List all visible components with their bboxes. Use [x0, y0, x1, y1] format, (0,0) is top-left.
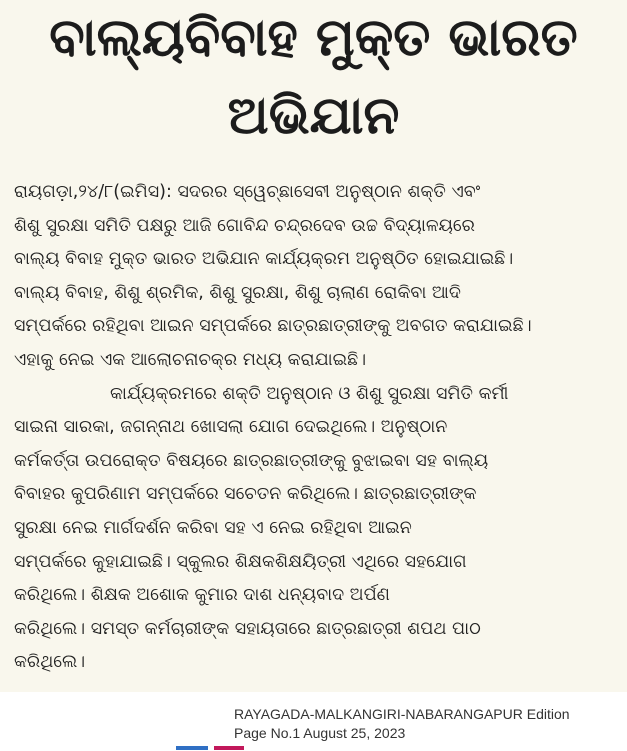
article-line: ଏହାକୁ ନେଇ ଏକ ଆଲୋଚନାଚକ୍ର ମଧ୍ୟ କରାଯାଇଛି।: [14, 349, 367, 370]
edition-footer: [234, 706, 627, 751]
article-line: ସମ୍ପର୍କରେ କୁହାଯାଇଛି। ସ୍କୁଲର ଶିକ୍ଷକଶିକ୍ଷୟିତ୍ରୀ ଏଥିରେ ସହଯୋଗ: [14, 551, 467, 572]
article-line: ସୁରକ୍ଷା ନେଇ ମାର୍ଗଦର୍ଶନ କରିବା ସହ ଏ ନେଇ ରହିଥିବା ଆଇନ: [14, 517, 412, 538]
article-line: କର୍ମକର୍ତ୍ତା ଉପରୋକ୍ତ ବିଷୟରେ ଛାତ୍ରଛାତ୍ରୀଙ୍କୁ ବୁଝାଇବା ସହ ବାଲ୍ୟ: [14, 450, 489, 471]
article-line: କରିଥିଲେ। ସମସ୍ତ କର୍ମଚାରୀଙ୍କ ସହାୟତାରେ ଛାତ୍ରଛାତ୍ରୀ ଶପଥ ପାଠ: [14, 618, 481, 639]
article-line: କାର୍ଯ୍ୟକ୍ରମରେ ଶକ୍ତି ଅନୁଷ୍ଠାନ ଓ ଶିଶୁ ସୁରକ୍ଷା ସମିତି କର୍ମୀ: [110, 383, 509, 404]
page-info: [234, 725, 405, 742]
footer-color-bar-magenta: [214, 746, 244, 750]
article-line: ରାୟଗଡ଼ା,୨୪/୮(ଇମିସ): ସଦରର ସ୍ୱେଚ୍ଛାସେବୀ ଅନୁଷ୍ଠାନ ଶକ୍ତି ଏବଂ: [14, 182, 481, 202]
page-label: Page No.: [234, 725, 293, 741]
publication-date: August 25, 2023: [303, 725, 406, 741]
edition-name: RAYAGADA-MALKANGIRI-NABARANGAPUR Edition: [234, 706, 570, 722]
article-line: ବିବାହର କୁପରିଣାମ ସମ୍ପର୍କରେ ସଚେତନ କରିଥିଲେ। ଛାତ୍ରଛାତ୍ରୀଙ୍କ: [14, 484, 477, 505]
article-line: ଶିଶୁ ସୁରକ୍ଷା ସମିତି ପକ୍ଷରୁ ଆଜି ଗୋବିନ୍ଦ ଚନ୍ଦ୍ରଦେବ ଉଚ୍ଚ ବିଦ୍ୟାଳୟରେ: [14, 215, 475, 236]
headline-line-2: ଅଭିଯାନ: [227, 86, 400, 146]
article-body: [14, 176, 614, 680]
article-line: ବାଲ୍ୟ ବିବାହ, ଶିଶୁ ଶ୍ରମିକ, ଶିଶୁ ସୁରକ୍ଷା, ଶିଶୁ ଚାଲାଣ ରୋକିବା ଆଦି: [14, 282, 461, 303]
article-line: ବାଲ୍ୟ ବିବାହ ମୁକ୍ତ ଭାରତ ଅଭିଯାନ କାର୍ଯ୍ୟକ୍ରମ ଅନୁଷ୍ଠିତ ହୋଇଯାଇଛି।: [14, 249, 514, 270]
headline-line-1: ବାଲ୍ୟବିବାହ ମୁକ୍ତ ଭାରତ: [49, 8, 578, 68]
article-line: ସମ୍ପର୍କରେ ରହିଥିବା ଆଇନ ସମ୍ପର୍କରେ ଛାତ୍ରଛାତ୍ରୀଙ୍କୁ ଅବଗତ କରାଯାଇଛି।: [14, 316, 532, 337]
article-line: କରିଥିଲେ।: [14, 652, 86, 673]
page-number: 1: [292, 725, 301, 741]
footer-color-bar-blue: [176, 746, 208, 750]
article-line: ସାଇନା ସାରକା, ଜଗନ୍ନାଥ ଖୋସଲା ଯୋଗ ଦେଇଥିଲେ। ଅନୁଷ୍ଠାନ: [14, 417, 448, 438]
article-line: କରିଥିଲେ। ଶିକ୍ଷକ ଅଶୋକ କୁମାର ଦାଶ ଧନ୍ୟବାଦ ଅର୍ପଣ: [14, 585, 390, 606]
